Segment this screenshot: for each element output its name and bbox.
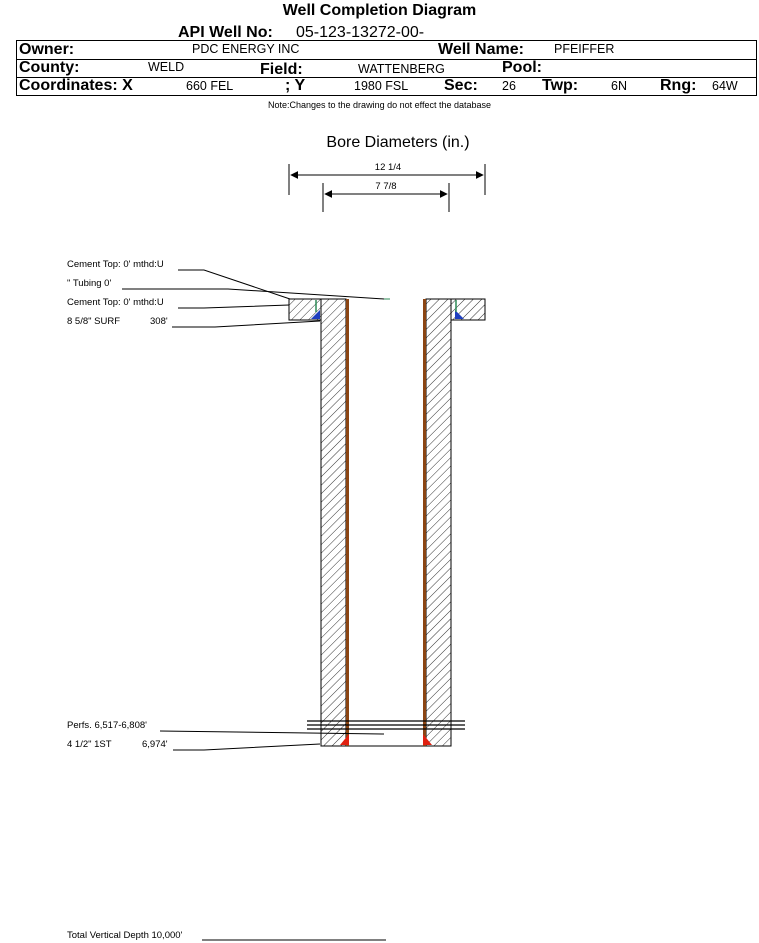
production-casing	[346, 299, 426, 746]
cement-top-label-1: Cement Top: 0' mthd:U	[67, 259, 164, 270]
bore-inner-dimension	[323, 183, 449, 212]
note-text: Note:Changes to the drawing do not effect the database	[268, 100, 491, 110]
coordinates-label: Coordinates: X	[19, 77, 133, 94]
owner-label: Owner:	[19, 41, 75, 58]
y-label: ; Y	[285, 77, 306, 94]
county-value: WELD	[148, 60, 185, 74]
production-cement-walls	[321, 299, 451, 746]
bore-outer-dimension	[289, 164, 485, 195]
tvd-label: Total Vertical Depth 10,000'	[67, 930, 183, 941]
owner-value: PDC ENERGY INC	[192, 42, 300, 56]
bore-inner-label: 7 7/8	[375, 181, 397, 192]
sec-value: 26	[502, 79, 516, 93]
bottom-cement-markers	[340, 734, 432, 745]
field-label: Field:	[260, 61, 303, 78]
cement-top-label-2: Cement Top: 0' mthd:U	[67, 297, 164, 308]
api-label: API Well No:	[178, 24, 273, 41]
bore-outer-label: 12 1/4	[374, 162, 402, 173]
coord-x-value: 660 FEL	[186, 79, 234, 93]
bore-title: Bore Diameters (in.)	[326, 134, 470, 151]
well-name-label: Well Name:	[438, 41, 524, 58]
surf-casing-label: 8 5/8" SURF	[67, 316, 121, 327]
page-title: Well Completion Diagram	[282, 2, 477, 19]
rng-value: 64W	[712, 79, 738, 93]
perfs-label: Perfs. 6,517-6,808'	[67, 720, 147, 731]
prod-depth-label: 6,974'	[142, 739, 168, 750]
twp-label: Twp:	[542, 77, 579, 94]
county-label: County:	[19, 59, 80, 76]
sec-label: Sec:	[444, 77, 478, 94]
coord-y-value: 1980 FSL	[354, 79, 409, 93]
api-value: 05-123-13272-00-	[296, 24, 425, 41]
tubing-label: " Tubing 0'	[67, 278, 112, 289]
field-value: WATTENBERG	[358, 62, 445, 76]
pool-label: Pool:	[502, 59, 542, 76]
prod-casing-label: 4 1/2" 1ST	[67, 739, 112, 750]
twp-value: 6N	[611, 79, 627, 93]
well-name-value: PFEIFFER	[554, 42, 615, 56]
rng-label: Rng:	[660, 77, 697, 94]
surf-depth-label: 308'	[150, 316, 168, 327]
